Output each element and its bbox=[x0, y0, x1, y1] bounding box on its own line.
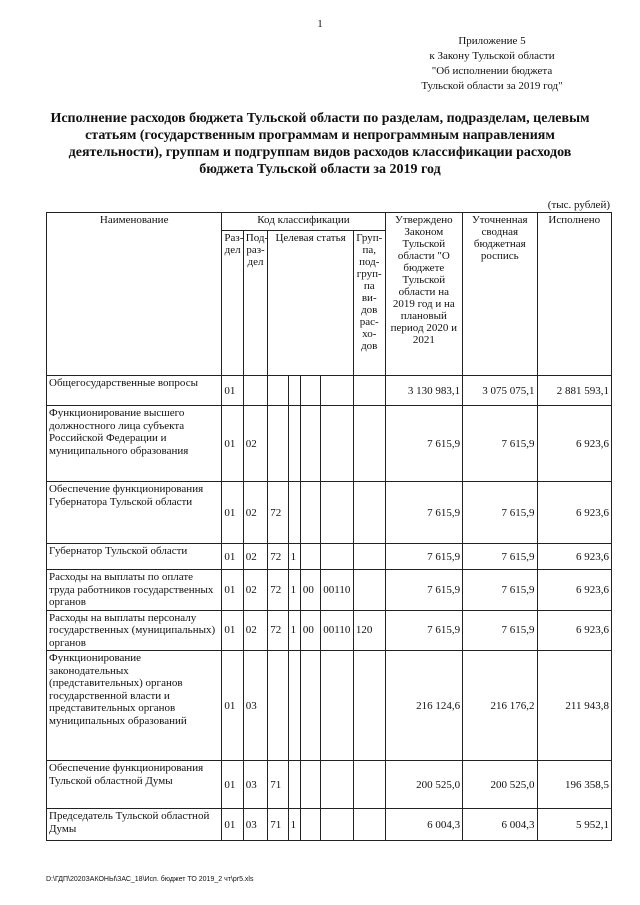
table-row bbox=[47, 544, 612, 570]
appendix-line-3: "Об исполнении бюджета bbox=[431, 65, 553, 77]
table-cell-target-program: 72 bbox=[268, 610, 288, 651]
table-cell-target-program bbox=[268, 651, 288, 761]
table-cell-target-program: 72 bbox=[268, 544, 288, 570]
table-row bbox=[47, 570, 612, 611]
header-razdel: Раз-дел bbox=[222, 230, 243, 375]
table-row bbox=[47, 610, 612, 651]
table-cell-podrazdel: 03 bbox=[243, 809, 267, 841]
table-cell-name: Председатель Тульской областной Думы bbox=[47, 809, 222, 841]
table-cell-razdel: 01 bbox=[222, 610, 243, 651]
table-cell-razdel: 01 bbox=[222, 809, 243, 841]
table-cell-name: Функционирование высшего должностного лица субъекта Российской Федерации и муниципального образования bbox=[47, 406, 222, 482]
table-cell-razdel: 01 bbox=[222, 761, 243, 809]
table-cell-target-subprogram bbox=[288, 651, 300, 761]
page-number: 1 bbox=[317, 18, 323, 30]
table-cell-approved: 7 615,9 bbox=[385, 544, 462, 570]
header-refined: Уточненная сводная бюджетная роспись bbox=[463, 213, 537, 376]
table-cell-target-event bbox=[300, 376, 320, 406]
table-cell-razdel: 01 bbox=[222, 376, 243, 406]
table-cell-executed: 6 923,6 bbox=[537, 482, 612, 544]
table-cell-refined: 6 004,3 bbox=[463, 809, 537, 841]
header-name: Наименование bbox=[47, 213, 222, 376]
table-row bbox=[47, 482, 612, 544]
table-cell-refined: 3 075 075,1 bbox=[463, 376, 537, 406]
table-cell-approved: 7 615,9 bbox=[385, 570, 462, 611]
table-cell-approved: 7 615,9 bbox=[385, 406, 462, 482]
table-cell-approved: 7 615,9 bbox=[385, 610, 462, 651]
appendix-line-1: Приложение 5 bbox=[458, 35, 526, 47]
table-cell-target-event bbox=[300, 482, 320, 544]
table-cell-executed: 196 358,5 bbox=[537, 761, 612, 809]
table-cell-target-event bbox=[300, 809, 320, 841]
table-cell-podrazdel: 02 bbox=[243, 544, 267, 570]
table-cell-refined: 7 615,9 bbox=[463, 610, 537, 651]
table-cell-target-subprogram bbox=[288, 406, 300, 482]
table-cell-approved: 6 004,3 bbox=[385, 809, 462, 841]
expenditure-table bbox=[46, 212, 612, 841]
table-cell-name: Общегосударственные вопросы bbox=[47, 376, 222, 406]
table-cell-target-subprogram: 1 bbox=[288, 809, 300, 841]
header-approved: Утверждено Законом Тульской области "О бюджете Тульской области на 2019 год и на плановый период 2020 и 2021 bbox=[385, 213, 462, 376]
table-cell-approved: 216 124,6 bbox=[385, 651, 462, 761]
table-cell-target-program: 71 bbox=[268, 809, 288, 841]
header-podrazdel: Под-раз-дел bbox=[243, 230, 267, 375]
table-cell-refined: 7 615,9 bbox=[463, 544, 537, 570]
table-cell-podrazdel bbox=[243, 376, 267, 406]
table-cell-expense-type bbox=[353, 809, 385, 841]
table-cell-executed: 6 923,6 bbox=[537, 570, 612, 611]
table-cell-target-event bbox=[300, 406, 320, 482]
table-row bbox=[47, 761, 612, 809]
table-cell-expense-type bbox=[353, 482, 385, 544]
table-cell-expense-type bbox=[353, 376, 385, 406]
table-cell-razdel: 01 bbox=[222, 482, 243, 544]
table-cell-target-subprogram bbox=[288, 761, 300, 809]
table-cell-target-direction: 00110 bbox=[321, 570, 354, 611]
table-cell-target-subprogram: 1 bbox=[288, 610, 300, 651]
table-cell-target-direction bbox=[321, 406, 354, 482]
table-cell-target-direction: 00110 bbox=[321, 610, 354, 651]
file-path-footer: D:\ГДП\2020ЗАКОНЫ\ЗАС_18\Исп. бюджет ТО 2019_2 чт\pr5.xls bbox=[46, 876, 254, 883]
table-cell-refined: 7 615,9 bbox=[463, 482, 537, 544]
table-cell-expense-type bbox=[353, 761, 385, 809]
table-cell-target-event bbox=[300, 761, 320, 809]
table-cell-podrazdel: 03 bbox=[243, 761, 267, 809]
table-cell-name: Обеспечение функционирования Губернатора Тульской области bbox=[47, 482, 222, 544]
table-cell-executed: 6 923,6 bbox=[537, 406, 612, 482]
table-cell-target-direction bbox=[321, 482, 354, 544]
header-target: Целевая статья bbox=[268, 230, 354, 375]
table-cell-razdel: 01 bbox=[222, 570, 243, 611]
table-cell-podrazdel: 02 bbox=[243, 482, 267, 544]
header-executed: Исполнено bbox=[537, 213, 612, 376]
table-cell-refined: 200 525,0 bbox=[463, 761, 537, 809]
table-cell-target-direction bbox=[321, 376, 354, 406]
table-cell-target-program: 71 bbox=[268, 761, 288, 809]
table-cell-expense-type bbox=[353, 570, 385, 611]
table-row bbox=[47, 651, 612, 761]
table-cell-expense-type bbox=[353, 544, 385, 570]
table-cell-expense-type: 120 bbox=[353, 610, 385, 651]
table-cell-target-subprogram: 1 bbox=[288, 570, 300, 611]
table-cell-target-direction bbox=[321, 544, 354, 570]
table-cell-razdel: 01 bbox=[222, 544, 243, 570]
table-cell-approved: 7 615,9 bbox=[385, 482, 462, 544]
table-cell-executed: 211 943,8 bbox=[537, 651, 612, 761]
table-cell-name: Обеспечение функционирования Тульской областной Думы bbox=[47, 761, 222, 809]
table-cell-refined: 7 615,9 bbox=[463, 406, 537, 482]
table-row bbox=[47, 809, 612, 841]
appendix-note bbox=[382, 34, 602, 94]
header-group: Груп-па, под-груп-па ви-дов рас-хо-дов bbox=[353, 230, 385, 375]
table-cell-razdel: 01 bbox=[222, 651, 243, 761]
table-cell-expense-type bbox=[353, 406, 385, 482]
appendix-line-4: Тульской области за 2019 год" bbox=[421, 80, 563, 92]
table-cell-refined: 7 615,9 bbox=[463, 570, 537, 611]
table-cell-target-event bbox=[300, 651, 320, 761]
table-cell-target-direction bbox=[321, 651, 354, 761]
table-cell-podrazdel: 02 bbox=[243, 610, 267, 651]
table-cell-podrazdel: 02 bbox=[243, 570, 267, 611]
table-cell-razdel: 01 bbox=[222, 406, 243, 482]
units-label: (тыс. рублей) bbox=[547, 199, 610, 211]
table-row bbox=[47, 406, 612, 482]
table-cell-target-event: 00 bbox=[300, 570, 320, 611]
table-cell-name: Губернатор Тульской области bbox=[47, 544, 222, 570]
table-body bbox=[47, 376, 612, 841]
table-cell-executed: 6 923,6 bbox=[537, 610, 612, 651]
table-cell-approved: 3 130 983,1 bbox=[385, 376, 462, 406]
table-cell-name: Функционирование законодательных (представительных) органов государственной власти и представительных органов муниципальных образований bbox=[47, 651, 222, 761]
table-cell-target-direction bbox=[321, 809, 354, 841]
table-row bbox=[47, 376, 612, 406]
table-cell-executed: 5 952,1 bbox=[537, 809, 612, 841]
table-cell-name: Расходы на выплаты персоналу государственных (муниципальных) органов bbox=[47, 610, 222, 651]
table-cell-approved: 200 525,0 bbox=[385, 761, 462, 809]
table-cell-target-program: 72 bbox=[268, 482, 288, 544]
table-cell-target-program bbox=[268, 376, 288, 406]
table-cell-target-program: 72 bbox=[268, 570, 288, 611]
table-cell-target-subprogram: 1 bbox=[288, 544, 300, 570]
table-cell-target-event: 00 bbox=[300, 610, 320, 651]
document-title: Исполнение расходов бюджета Тульской области по разделам, подразделам, целевым статьям (государственным программам и непрограммным направлениям деятельности), группам и подгруппам видов расходов классификации расходов бюджета Тульской области за 2019 год bbox=[50, 111, 590, 177]
header-code-group: Код классификации bbox=[222, 213, 385, 231]
table-cell-target-program bbox=[268, 406, 288, 482]
table-cell-name: Расходы на выплаты по оплате труда работников государственных органов bbox=[47, 570, 222, 611]
table-cell-podrazdel: 03 bbox=[243, 651, 267, 761]
table-cell-podrazdel: 02 bbox=[243, 406, 267, 482]
table-cell-refined: 216 176,2 bbox=[463, 651, 537, 761]
table-cell-expense-type bbox=[353, 651, 385, 761]
appendix-line-2: к Закону Тульской области bbox=[429, 50, 555, 62]
table-cell-target-subprogram bbox=[288, 376, 300, 406]
table-cell-target-direction bbox=[321, 761, 354, 809]
table-cell-executed: 2 881 593,1 bbox=[537, 376, 612, 406]
table-cell-target-subprogram bbox=[288, 482, 300, 544]
table-cell-executed: 6 923,6 bbox=[537, 544, 612, 570]
table-cell-target-event bbox=[300, 544, 320, 570]
